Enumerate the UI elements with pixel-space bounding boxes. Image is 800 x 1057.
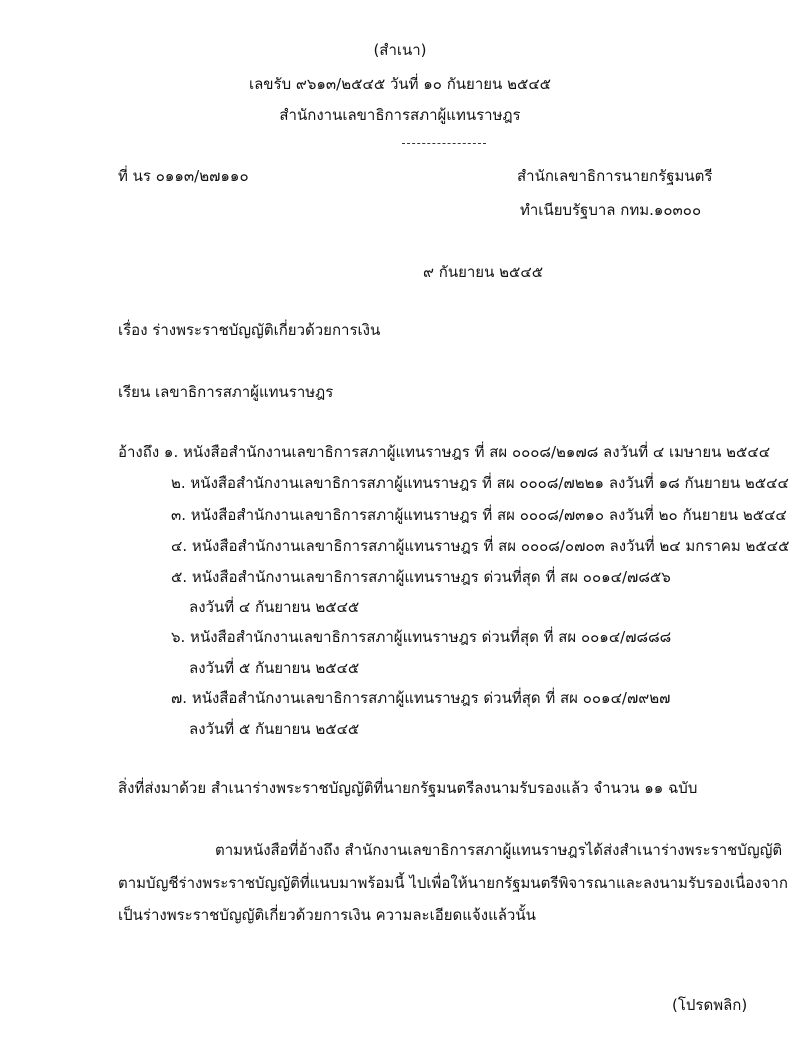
reference-item: ๖. หนังสือสำนักงานเลขาธิการสภาผู้แทนราษฎร ด่วนที่สุด ที่ สผ ๐๐๑๔/๗๘๘๘ xyxy=(171,628,672,646)
reference-item: ๒. หนังสือสำนักงานเลขาธิการสภาผู้แทนราษฎร ที่ สผ ๐๐๐๘/๗๒๒๑ ลงวันที่ ๑๘ กันยายน ๒๕๔๔ xyxy=(171,474,789,492)
copy-mark: (สำเนา) xyxy=(373,41,427,59)
sender-address: ทำเนียบรัฐบาล กทม.๑๐๓๐๐ xyxy=(520,201,702,219)
body-paragraph-line: ตามหนังสือที่อ้างถึง สำนักงานเลขาธิการสภาผู้แทนราษฎรได้ส่งสำเนาร่างพระราชบัญญัติ xyxy=(215,841,783,859)
reference-item: ๕. หนังสือสำนักงานเลขาธิการสภาผู้แทนราษฎร ด่วนที่สุด ที่ สผ ๐๐๑๔/๗๘๕๖ xyxy=(171,568,671,586)
reference-item-date: ลงวันที่ ๕ กันยายน ๒๕๔๕ xyxy=(189,720,360,738)
enclosure-line: สิ่งที่ส่งมาด้วย สำเนาร่างพระราชบัญญัติที่นายกรัฐมนตรีลงนามรับรองแล้ว จำนวน ๑๑ ฉบับ xyxy=(118,779,698,797)
reference-number: ที่ นร ๐๑๑๓/๒๗๑๑๐ xyxy=(118,167,249,185)
reference-item-date: ลงวันที่ ๔ กันยายน ๒๕๔๕ xyxy=(189,598,360,616)
turn-over-note: (โปรดพลิก) xyxy=(672,996,748,1014)
body-paragraph-line: ตามบัญชีร่างพระราชบัญญัติที่แนบมาพร้อมนี้ ไปเพื่อให้นายกรัฐมนตรีพิจารณาและลงนามรับรองเนื่องจาก xyxy=(118,874,788,892)
receiving-office: สำนักงานเลขาธิการสภาผู้แทนราษฎร xyxy=(279,106,521,124)
reference-item: อ้างถึง ๑. หนังสือสำนักงานเลขาธิการสภาผู้แทนราษฎร ที่ สผ ๐๐๐๘/๒๑๗๘ ลงวันที่ ๔ เมษายน ๒๕๔๔ xyxy=(118,443,771,461)
reference-item-date: ลงวันที่ ๕ กันยายน ๒๕๔๕ xyxy=(189,659,360,677)
body-paragraph-line: เป็นร่างพระราชบัญญัติเกี่ยวด้วยการเงิน ความละเอียดแจ้งแล้วนั้น xyxy=(118,906,536,924)
salutation-line: เรียน เลขาธิการสภาผู้แทนราษฎร xyxy=(118,383,334,401)
subject-line: เรื่อง ร่างพระราชบัญญัติเกี่ยวด้วยการเงิน xyxy=(118,321,381,339)
reference-item: ๓. หนังสือสำนักงานเลขาธิการสภาผู้แทนราษฎร ที่ สผ ๐๐๐๘/๗๓๑๐ ลงวันที่ ๒๐ กันยายน ๒๕๔๔ xyxy=(171,506,787,524)
reference-item: ๔. หนังสือสำนักงานเลขาธิการสภาผู้แทนราษฎร ที่ สผ ๐๐๐๘/๐๗๐๓ ลงวันที่ ๒๔ มกราคม ๒๕๔๕ xyxy=(171,537,790,555)
sender-office: สำนักเลขาธิการนายกรัฐมนตรี xyxy=(517,167,713,185)
receipt-number: เลขรับ ๙๖๑๓/๒๕๔๕ วันที่ ๑๐ กันยายน ๒๕๔๕ xyxy=(248,75,552,93)
separator-line xyxy=(402,143,486,144)
reference-item: ๗. หนังสือสำนักงานเลขาธิการสภาผู้แทนราษฎร ด่วนที่สุด ที่ สผ ๐๐๑๔/๗๙๒๗ xyxy=(171,689,671,707)
letter-date: ๙ กันยายน ๒๕๔๕ xyxy=(423,263,544,281)
